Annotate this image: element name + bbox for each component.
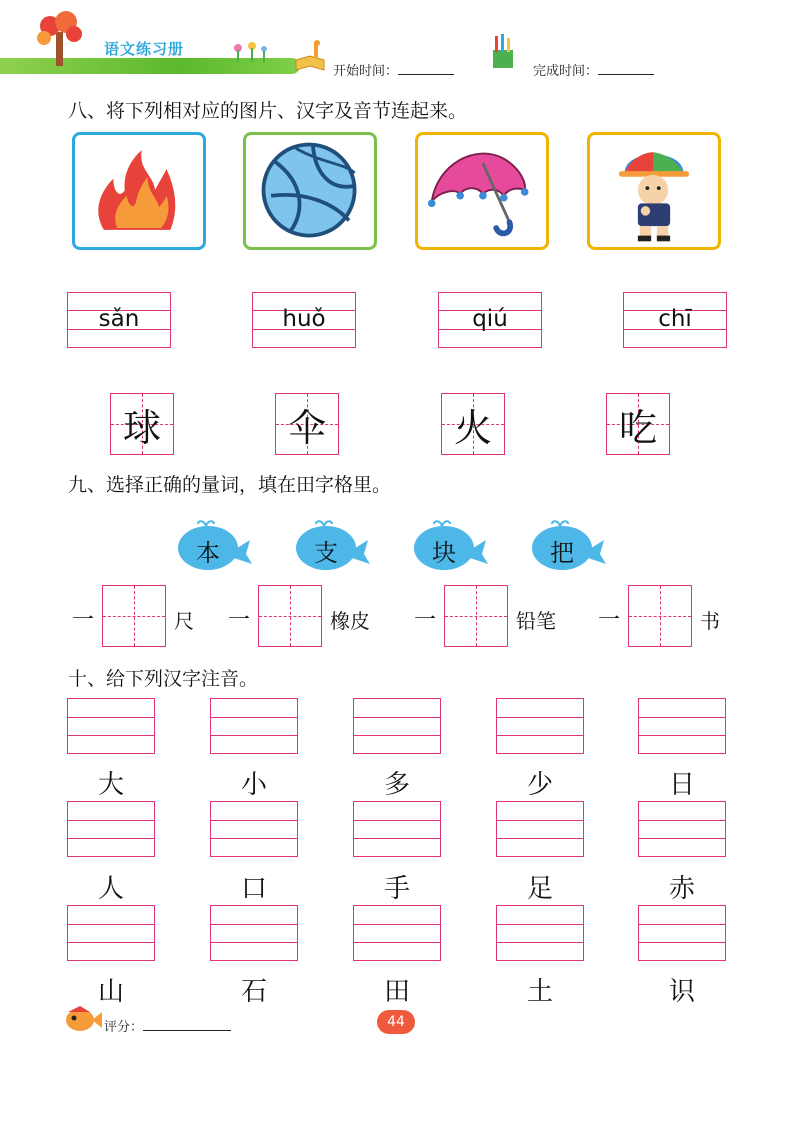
hanzi-label: 多 [383, 770, 410, 800]
pinyin-writing-box[interactable] [210, 801, 298, 857]
header [0, 0, 800, 80]
character-text: 火 [453, 405, 492, 450]
score [104, 1016, 231, 1035]
fish-icon [62, 1004, 102, 1034]
pinyin-writing-box[interactable] [210, 698, 298, 754]
volleyball-icon [246, 135, 374, 247]
pinyin-writing-box[interactable] [210, 905, 298, 961]
pinyin-writing-box[interactable] [496, 905, 584, 961]
pinyin-box[interactable] [623, 292, 727, 348]
hanzi-label: 少 [526, 770, 553, 800]
start-time [333, 60, 454, 79]
measure-word: 支 [314, 539, 338, 567]
finish-time-blank[interactable] [598, 62, 654, 75]
pencil-cup-icon [487, 32, 523, 72]
number-one: 一 [414, 608, 437, 633]
noun-label: 橡皮 [330, 609, 370, 633]
picture-card-child[interactable] [587, 132, 721, 250]
answer-grid[interactable] [628, 585, 692, 647]
book-title: 语文练习册 [104, 40, 185, 58]
number-one: 一 [72, 608, 95, 633]
start-time-label: 开始时间： [333, 64, 399, 79]
pinyin-text: chī [658, 306, 692, 332]
pinyin-writing-box[interactable] [353, 801, 441, 857]
measure-word-whale[interactable] [412, 520, 488, 572]
hanzi-label: 赤 [668, 874, 695, 904]
character-grid[interactable] [275, 393, 339, 455]
noun-label: 尺 [174, 609, 194, 633]
hanzi-label: 土 [526, 977, 553, 1007]
measure-word-whale[interactable] [530, 520, 606, 572]
section10-title: 十、给下列汉字注音。 [68, 668, 259, 690]
noun-label: 书 [700, 609, 720, 633]
pinyin-writing-box[interactable] [638, 698, 726, 754]
start-time-blank[interactable] [398, 62, 454, 75]
hanzi-label: 小 [240, 770, 267, 800]
child-eating-icon [590, 135, 718, 247]
score-blank[interactable] [143, 1018, 231, 1031]
pinyin-writing-box[interactable] [638, 905, 726, 961]
flower-icon [230, 40, 270, 64]
pinyin-text: sǎn [98, 306, 140, 332]
picture-card-ball[interactable] [243, 132, 377, 250]
measure-word-whale[interactable] [294, 520, 370, 572]
answer-grid[interactable] [102, 585, 166, 647]
answer-grid[interactable] [444, 585, 508, 647]
score-label: 评分： [104, 1020, 144, 1035]
page-number: 44 [377, 1010, 415, 1034]
pinyin-text: qiú [472, 306, 508, 332]
umbrella-icon [418, 135, 546, 247]
pinyin-writing-box[interactable] [67, 905, 155, 961]
character-text: 伞 [287, 405, 326, 450]
section9-title: 九、选择正确的量词，填在田字格里。 [68, 474, 392, 496]
measure-word: 块 [432, 539, 456, 567]
pinyin-writing-box[interactable] [353, 905, 441, 961]
picture-card-fire[interactable] [72, 132, 206, 250]
character-text: 球 [122, 405, 161, 450]
hanzi-label: 识 [668, 977, 695, 1007]
pinyin-writing-box[interactable] [67, 801, 155, 857]
answer-grid[interactable] [258, 585, 322, 647]
pinyin-box[interactable] [438, 292, 542, 348]
character-grid[interactable] [110, 393, 174, 455]
hanzi-label: 手 [383, 874, 410, 904]
pinyin-box[interactable] [252, 292, 356, 348]
hanzi-label: 足 [526, 874, 553, 904]
pinyin-writing-box[interactable] [638, 801, 726, 857]
measure-word-whale[interactable] [176, 520, 252, 572]
character-grid[interactable] [606, 393, 670, 455]
noun-label: 铅笔 [516, 609, 556, 633]
pinyin-writing-box[interactable] [353, 698, 441, 754]
section8-title: 八、将下列相对应的图片、汉字及音节连起来。 [68, 100, 468, 122]
measure-word: 本 [196, 539, 220, 567]
fire-icon [75, 135, 203, 247]
tree-icon [30, 10, 90, 70]
pinyin-writing-box[interactable] [496, 801, 584, 857]
character-text: 吃 [618, 405, 657, 450]
hanzi-label: 日 [668, 770, 695, 800]
measure-word: 把 [550, 539, 574, 567]
character-grid[interactable] [441, 393, 505, 455]
number-one: 一 [598, 608, 621, 633]
pinyin-box[interactable] [67, 292, 171, 348]
pinyin-writing-box[interactable] [67, 698, 155, 754]
finish-time [533, 60, 654, 79]
hanzi-label: 田 [383, 977, 410, 1007]
hanzi-label: 大 [97, 770, 124, 800]
picture-card-umbrella[interactable] [415, 132, 549, 250]
finish-time-label: 完成时间： [533, 64, 599, 79]
hanzi-label: 石 [240, 977, 267, 1007]
number-one: 一 [228, 608, 251, 633]
pinyin-text: huǒ [282, 306, 326, 332]
pinyin-writing-box[interactable] [496, 698, 584, 754]
giraffe-book-icon [292, 40, 328, 72]
hanzi-label: 山 [97, 977, 124, 1007]
hanzi-label: 口 [240, 874, 267, 904]
hanzi-label: 人 [97, 874, 124, 904]
